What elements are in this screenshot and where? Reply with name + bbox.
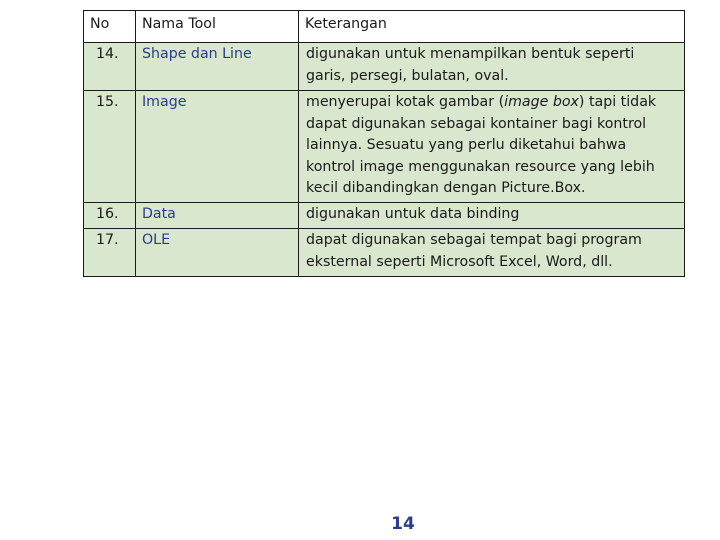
- table-row: [84, 43, 685, 91]
- row-number: 15.: [84, 91, 136, 203]
- table-row: [84, 229, 685, 277]
- header-description: Keterangan: [299, 11, 685, 43]
- description-text-after: ) tapi tidak dapat digunakan sebagai kontainer bagi kontrol lainnya. Sesuatu yang perlu diketahui bahwa kontrol image menggunakan resource yang lebih kecil dibandingkan dengan Picture.Box.: [306, 94, 657, 196]
- page-number: 14: [391, 514, 415, 534]
- row-number: 17.: [84, 229, 136, 277]
- tool-name: Data: [136, 203, 299, 229]
- table-row: [84, 91, 685, 203]
- tool-description: dapat digunakan sebagai tempat bagi program eksternal seperti Microsoft Excel, Word, dll.: [299, 229, 685, 277]
- description-text-italic: image box: [504, 94, 579, 110]
- tool-description: digunakan untuk data binding: [299, 203, 685, 229]
- tools-table: [83, 10, 685, 277]
- row-number: 14.: [84, 43, 136, 91]
- description-text-before: menyerupai kotak gambar (: [306, 94, 505, 110]
- row-number: 16.: [84, 203, 136, 229]
- tool-name: OLE: [136, 229, 299, 277]
- tool-name: Shape dan Line: [136, 43, 299, 91]
- tool-description: digunakan untuk menampilkan bentuk seperti garis, persegi, bulatan, oval.: [299, 43, 685, 91]
- table-row: [84, 203, 685, 229]
- header-tool-name: Nama Tool: [136, 11, 299, 43]
- header-no: No: [84, 11, 136, 43]
- tool-description: [299, 91, 685, 203]
- tool-name: Image: [136, 91, 299, 203]
- table-header-row: [84, 11, 685, 43]
